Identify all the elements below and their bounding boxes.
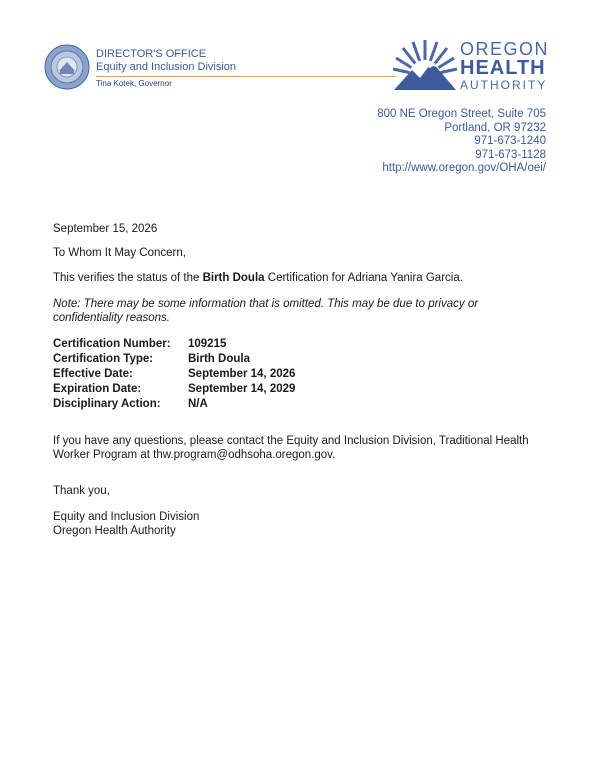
address-block [377,108,546,176]
detail-value: 109215 [188,338,227,350]
detail-row [53,367,295,382]
governor-name: Tina Kotek, Governor [96,79,172,88]
letter-date: September 15, 2026 [53,223,158,235]
verification-prefix: This verifies the status of the [53,272,203,284]
office-division: Equity and Inclusion Division [96,60,237,73]
detail-label: Certification Type: [53,353,154,365]
address-phone-2: 971-673-1128 [475,148,546,161]
office-block [96,48,236,91]
detail-label: Disciplinary Action: [53,398,161,410]
address-street: 800 NE Oregon Street, Suite 705 [377,108,546,120]
detail-value: September 14, 2029 [188,383,296,395]
address-phone-1: 971-673-1240 [474,135,546,147]
verification-line [53,271,553,285]
detail-value: Birth Doula [188,353,250,365]
logo-line-oregon: OREGON [460,39,550,59]
logo-line-authority: AUTHORITY [460,78,548,92]
logo-line-health: HEALTH [460,57,546,79]
privacy-note: Note: There may be some information that is omitted. This may be due to privacy or confidentiality reasons. [53,298,479,324]
closing: Thank you, [53,485,110,497]
salutation: To Whom It May Concern, [53,247,186,259]
certification-details [53,337,295,412]
detail-value: September 14, 2026 [188,368,296,380]
address-url[interactable]: http://www.oregon.gov/OHA/oei/ [382,162,546,174]
detail-value: N/A [188,398,208,410]
verification-suffix: Certification for Adriana Yanira Garcia. [264,272,463,284]
sunburst-mountain-icon [392,36,458,92]
oregon-state-seal-icon [44,44,90,90]
detail-row [53,397,295,412]
detail-row [53,382,295,397]
contact-paragraph: If you have any questions, please contact the Equity and Inclusion Division, Traditional Health Worker Program at thw.program@odhsoha.oregon.gov. [53,435,529,461]
detail-row [53,337,295,352]
address-city: Portland, OR 97232 [444,121,546,134]
detail-label: Expiration Date: [53,383,142,395]
header-divider [96,76,396,77]
signature-line-1: Equity and Inclusion Division [53,511,200,523]
oha-logo-text [460,40,549,92]
detail-label: Effective Date: [53,368,133,380]
certification-type-inline: Birth Doula [202,272,265,284]
detail-row [53,352,295,367]
office-title: DIRECTOR'S OFFICE [96,48,207,60]
signature-line-2: Oregon Health Authority [53,525,176,537]
detail-label: Certification Number: [53,338,171,350]
